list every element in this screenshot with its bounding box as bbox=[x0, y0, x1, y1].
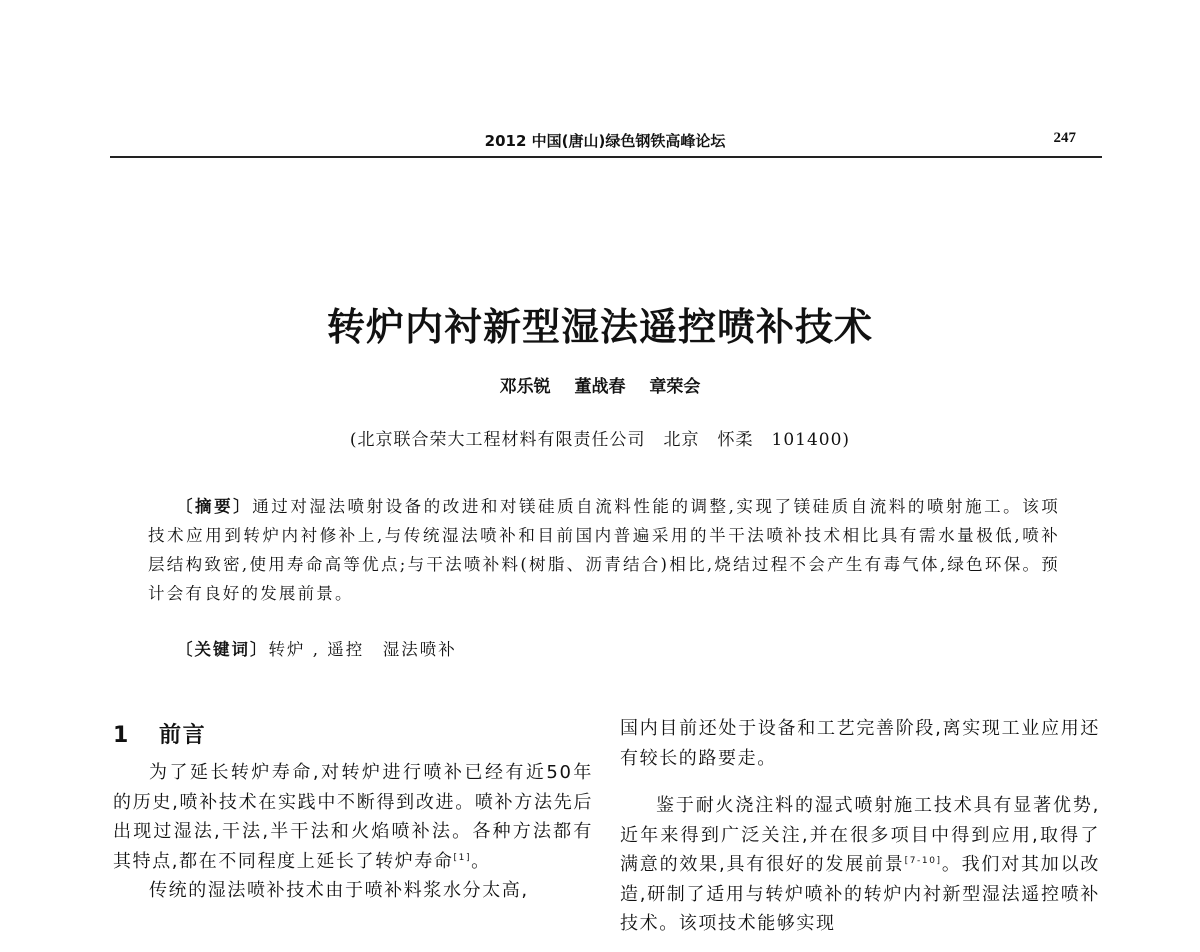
abstract-text: 通过对湿法喷射设备的改进和对镁硅质自流料性能的调整,实现了镁硅质自流料的喷射施工。该项技术应用到转炉内衬修补上,与传统湿法喷补和目前国内普遍采用的半干法喷补技术相比具有需水量极低,喷补层结构致密,使用寿命高等优点;与干法喷补料(树脂、沥青结合)相比,烧结过程不会产生有毒气体,绿色环保。预计会有良好的发展前景。 bbox=[148, 497, 1060, 603]
paragraph-text: 传统的湿法喷补技术由于喷补料浆水分太高, bbox=[149, 880, 529, 901]
paragraph-text: 国内目前还处于设备和工艺完善阶段,离实现工业应用还有较长的路要走。 bbox=[620, 718, 1100, 769]
paragraph bbox=[113, 876, 593, 906]
paragraph-text: 。 bbox=[471, 850, 491, 872]
keywords-text: 转炉 , 遥控 湿法喷补 bbox=[268, 640, 457, 659]
paper-title: 转炉内衬新型湿法遥控喷补技术 bbox=[326, 305, 873, 349]
running-header bbox=[110, 128, 1100, 158]
keywords bbox=[176, 636, 457, 660]
paragraph bbox=[620, 791, 1100, 939]
paragraph-text: 。我们对其加以改造,研制了适用与转炉喷补的转炉内衬新型湿法遥控喷补技术。该项技术能够实现 bbox=[620, 854, 1100, 934]
header-divider bbox=[110, 156, 1102, 158]
abstract-label: 〔摘要〕 bbox=[176, 497, 253, 516]
right-column bbox=[620, 714, 1100, 939]
keywords-label: 〔关键词〕 bbox=[176, 640, 269, 659]
affiliation: (北京联合荣大工程材料有限责任公司 北京 怀柔 101400) bbox=[349, 430, 851, 450]
authors: 邓乐锐 董战春 章荣会 bbox=[499, 377, 701, 397]
section-title: 前言 bbox=[159, 723, 207, 748]
running-title: 2012 中国(唐山)绿色钢铁高峰论坛 bbox=[484, 132, 726, 150]
paragraph bbox=[620, 714, 1100, 773]
page-number: 247 bbox=[1053, 130, 1076, 146]
citation: [1] bbox=[453, 852, 472, 863]
paragraph bbox=[113, 758, 593, 876]
left-column bbox=[113, 720, 593, 906]
paragraph-text: 为了延长转炉寿命,对转炉进行喷补已经有近50年的历史,喷补技术在实践中不断得到改进。喷补方法先后出现过湿法,干法,半干法和火焰喷补法。各种方法都有其特点,都在不同程度上延长了转炉寿命 bbox=[113, 762, 593, 872]
paragraph-text: 鉴于耐火浇注料的湿式喷射施工技术具有显著优势,近年来得到广泛关注,并在很多项目中得到应用,取得了满意的效果,具有很好的发展前景 bbox=[620, 795, 1100, 875]
section-heading bbox=[113, 720, 593, 752]
citation: [7-10] bbox=[904, 856, 942, 866]
abstract bbox=[148, 492, 1060, 608]
section-number: 1 bbox=[113, 723, 130, 748]
